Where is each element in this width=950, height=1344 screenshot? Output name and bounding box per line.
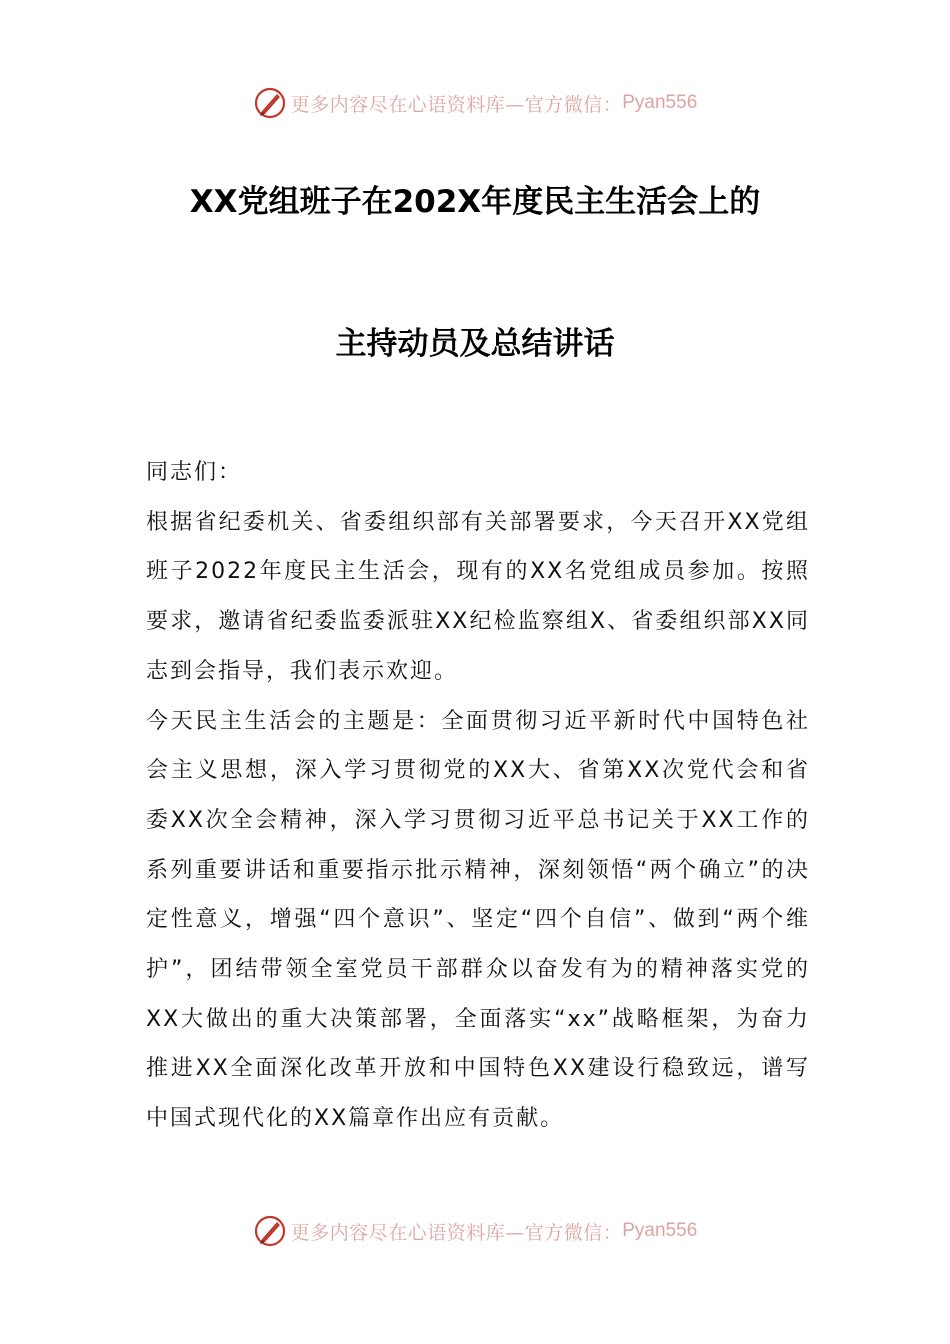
document-title-line1: XX党组班子在202X年度民主生活会上的 [189,184,761,220]
watermark-text: 更多内容尽在心语资料库—官方微信： [290,93,623,116]
salutation: 同志们： [146,460,243,485]
watermark-wechat: Pyan556 [622,1220,698,1241]
watermark-text: 更多内容尽在心语资料库—官方微信： [290,1221,623,1244]
paragraph-2: 今天民主生活会的主题是：全面贯彻习近平新时代中国特色社会主义思想，深入学习贯彻党的XX大、省第XX次党代会和省委XX次全会精神，深入学习贯彻习近平总书记关于XX工作的系列重要讲话和重要指示批示精神，深刻领悟“两个确立”的决定性意义，增强“四个意识”、坚定“四个自信”、做到“两个维护”，团结带领全室党员干部群众以奋发有为的精神落实党的XX大做出的重大决策部署，全面落实“xx”战略框架，为奋力推进XX全面深化改革开放和中国特色XX建设行稳致远，谱写中国式现代化的XX篇章作出应有贡献。 [146,708,811,1132]
watermark-wechat: Pyan556 [622,92,698,113]
paragraph-1: 根据省纪委机关、省委组织部有关部署要求，今天召开XX党组班子2022年度民主生活会，现有的XX名党组成员参加。按照要求，邀请省纪委监委派驻XX纪检监察组X、省委组织部XX同志到会指导，我们表示欢迎。 [146,509,810,684]
document-title-line2: 主持动员及总结讲话 [335,326,615,362]
pen-logo-icon [253,86,287,120]
footer-watermark [0,1211,950,1251]
header-watermark [0,83,950,123]
document-body [146,448,810,1144]
pen-logo-icon [253,1214,287,1248]
